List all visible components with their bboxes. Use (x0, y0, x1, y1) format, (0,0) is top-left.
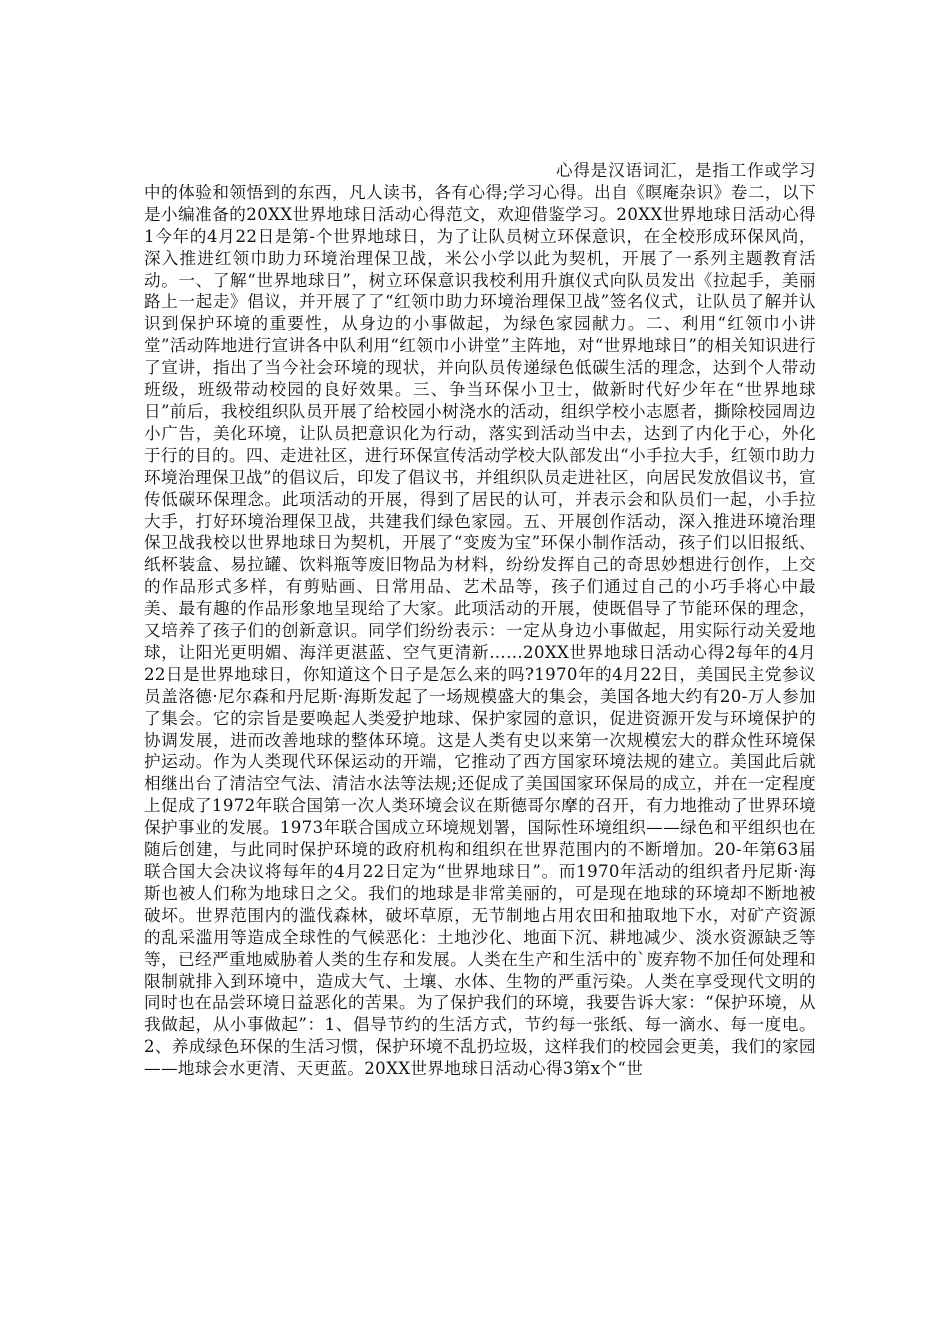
document-body (144, 160, 816, 1080)
body-paragraph: 心得是汉语词汇，是指工作或学习中的体验和领悟到的东西，凡人读书，各有心得;学习心得。出自《暝庵杂识》卷二，以下是小编准备的20XX世界地球日活动心得范文，欢迎借鉴学习。20XX世界地球日活动心得1今年的4月22日是第-个世界地球日，为了让队员树立环保意识，在全校形成环保风尚，深入推进红领巾助力环境治理保卫战，米公小学以此为契机，开展了一系列主题教育活动。一、了解“世界地球日”，树立环保意识我校利用升旗仪式向队员发出《拉起手，美丽路上一起走》倡议，并开展了了“红领巾助力环境治理保卫战”签名仪式，让队员了解并认识到保护环境的重要性，从身边的小事做起，为绿色家园献力。二、利用“红领巾小讲堂”活动阵地进行宣讲各中队利用“红领巾小讲堂”主阵地，对“世界地球日”的相关知识进行了宣讲，指出了当今社会环境的现状，并向队员传递绿色低碳生活的理念，达到个人带动班级，班级带动校园的良好效果。三、争当环保小卫士，做新时代好少年在“世界地球日”前后，我校组织队员开展了给校园小树浇水的活动，组织学校小志愿者，撕除校园周边小广告，美化环境，让队员把意识化为行动，落实到活动当中去，达到了内化于心，外化于行的目的。四、走进社区，进行环保宣传活动学校大队部发出“小手拉大手，红领巾助力环境治理保卫战”的倡议后，印发了倡议书，并组织队员走进社区，向居民发放倡议书，宣传低碳环保理念。此项活动的开展，得到了居民的认可，并表示会和队员们一起，小手拉大手，打好环境治理保卫战，共建我们绿色家园。五、开展创作活动，深入推进环境治理保卫战我校以世界地球日为契机，开展了“变废为宝”环保小制作活动，孩子们以旧报纸、纸杯装盒、易拉罐、饮料瓶等废旧物品为材料，纷纷发挥自己的奇思妙想进行创作，上交的作品形式多样，有剪贴画、日常用品、艺术品等，孩子们通过自己的小巧手将心中最美、最有趣的作品形象地呈现给了大家。此项活动的开展，使既倡导了节能环保的理念，又培养了孩子们的创新意识。同学们纷纷表示：一定从身边小事做起，用实际行动关爱地球，让阳光更明媚、海洋更湛蓝、空气更清新……20XX世界地球日活动心得2每年的4月22日是世界地球日，你知道这个日子是怎么来的吗?1970年的4月22日，美国民主党参议员盖洛德·尼尔森和丹尼斯·海斯发起了一场规模盛大的集会，美国各地大约有20-万人参加了集会。它的宗旨是要唤起人类爱护地球、保护家园的意识，促进资源开发与环境保护的协调发展，进而改善地球的整体环境。这是人类有史以来第一次规模宏大的群众性环境保护运动。作为人类现代环保运动的开端，它推动了西方国家环境法规的建立。美国此后就相继出台了清洁空气法、清洁水法等法规;还促成了美国国家环保局的成立，并在一定程度上促成了1972年联合国第一次人类环境会议在斯德哥尔摩的召开，有力地推动了世界环境保护事业的发展。1973年联合国成立环境规划署，国际性环境组织——绿色和平组织也在随后创建，与此同时保护环境的政府机构和组织在世界范围内的不断增加。20-年第63届联合国大会决议将每年的4月22日定为“世界地球日”。而1970年活动的组织者丹尼斯·海斯也被人们称为地球日之父。我们的地球是非常美丽的，可是现在地球的环境却不断地被破坏。世界范围内的滥伐森林，破坏草原，无节制地占用农田和抽取地下水，对矿产资源的乱采滥用等造成全球性的气候恶化：土地沙化、地面下沉、耕地减少、淡水资源缺乏等等，已经严重地威胁着人类的生存和发展。人类在生产和生活中的`废弃物不加任何处理和限制就排入到环境中，造成大气、土壤、水体、生物的严重污染。人类在享受现代文明的同时也在品尝环境日益恶化的苦果。为了保护我们的环境，我要告诉大家：“保护环境，从我做起，从小事做起”：1、倡导节约的生活方式，节约每一张纸、每一滴水、每一度电。2、养成绿色环保的生活习惯，保护环境不乱扔垃圾，这样我们的校园会更美，我们的家园——地球会水更清、天更蓝。20XX世界地球日活动心得3第x个“世 (144, 161, 816, 1079)
